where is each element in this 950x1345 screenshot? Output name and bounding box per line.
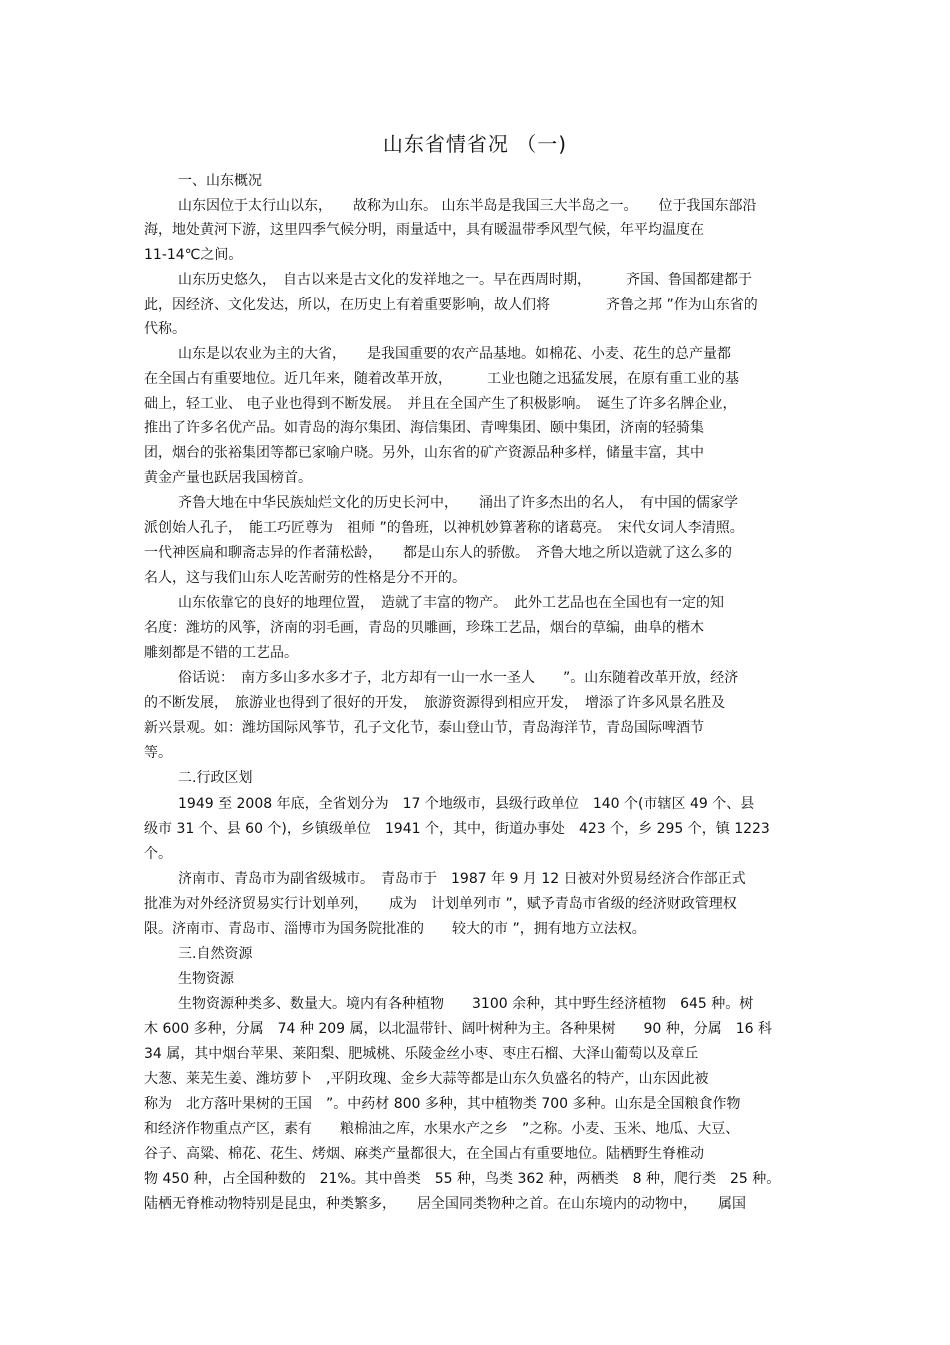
- paragraph-line: 代称。: [144, 321, 186, 337]
- paragraph-line: 限。济南市、青岛市、淄博市为国务院批准的 较大的市 ”，拥有地方立法权。: [144, 921, 646, 937]
- section-heading: 二.行政区划: [178, 770, 253, 786]
- paragraph-line: 俗话说： 南方多山多水多才子，北方却有一山一水一圣人 ”。山东随着改革开放，经济: [178, 670, 739, 686]
- paragraph-line: 济南市、青岛市为副省级城市。 青岛市于 1987 年 9 月 12 日被对外贸易经济合作部正式: [178, 871, 746, 887]
- paragraph-line: 陆栖无脊椎动物特别是昆虫，种类繁多， 居全国同类物种之首。在山东境内的动物中， 属国: [144, 1196, 746, 1212]
- paragraph-line: 山东因位于太行山以东， 故称为山东。 山东半岛是我国三大半岛之一。 位于我国东部沿: [178, 198, 757, 214]
- paragraph-line: 物 450 种，占全国种数的 21%。其中兽类 55 种，鸟类 362 种，两栖类 8 种，爬行类 25 种。: [144, 1171, 781, 1187]
- paragraph-line: 的不断发展， 旅游业也得到了很好的开发， 旅游资源得到相应开发， 增添了许多风景名胜及: [144, 695, 725, 711]
- paragraph-line: 名度：潍坊的风筝，济南的羽毛画，青岛的贝雕画，珍珠工艺品，烟台的草编，曲阜的楷木: [144, 620, 704, 636]
- subsection-heading: 生物资源: [178, 971, 234, 987]
- paragraph-line: 新兴景观。如：潍坊国际风筝节，孔子文化节，泰山登山节，青岛海洋节，青岛国际啤酒节: [144, 720, 704, 736]
- paragraph-line: 齐鲁大地在中华民族灿烂文化的历史长河中， 涌出了许多杰出的名人， 有中国的儒家学: [178, 495, 738, 511]
- paragraph-line: 山东历史悠久， 自古以来是古文化的发祥地之一。早在西周时期， 齐国、鲁国都建都于: [178, 272, 752, 288]
- paragraph-line: 推出了许多名优产品。如青岛的海尔集团、海信集团、青啤集团、颐中集团，济南的轻骑集: [144, 420, 704, 436]
- paragraph-line: 海，地处黄河下游，这里四季气候分明，雨量适中，具有暖温带季风型气候，年平均温度在: [144, 222, 704, 238]
- paragraph-line: 雕刻都是不错的工艺品。: [144, 645, 298, 661]
- page-title: 山东省情省况 （一): [382, 132, 568, 156]
- section-heading: 三.自然资源: [178, 946, 253, 962]
- paragraph-line: 在全国占有重要地位。近几年来，随着改革开放， 工业也随之迅猛发展，在原有重工业的基: [144, 371, 739, 387]
- paragraph-line: 批准为对外经济贸易实行计划单列， 成为 计划单列市 ”，赋予青岛市省级的经济财政管理权: [144, 896, 737, 912]
- paragraph-line: 黄金产量也跃居我国榜首。: [144, 470, 312, 486]
- paragraph-line: 和经济作物重点产区，素有 粮棉油之库，水果水产之乡 ”之称。小麦、玉米、地瓜、大豆、: [144, 1121, 740, 1137]
- paragraph-line: 称为 北方落叶果树的王国 ”。中药材 800 多种，其中植物类 700 多种。山东是全国粮食作物: [144, 1096, 741, 1112]
- paragraph-line: 山东是以农业为主的大省， 是我国重要的农产品基地。如棉花、小麦、花生的总产量都: [178, 346, 731, 362]
- paragraph-line: 34 属，其中烟台苹果、莱阳梨、肥城桃、乐陵金丝小枣、枣庄石榴、大泽山葡萄以及章丘: [144, 1046, 699, 1062]
- paragraph-line: 个。: [144, 846, 172, 862]
- paragraph-line: 名人，这与我们山东人吃苦耐劳的性格是分不开的。: [144, 570, 466, 586]
- section-heading: 一、山东概况: [178, 173, 262, 189]
- paragraph-line: 础上，轻工业、 电子业也得到不断发展。 并且在全国产生了积极影响。 诞生了许多名牌企业，: [144, 396, 737, 412]
- paragraph-line: 一代神医扁和聊斋志异的作者蒲松龄， 都是山东人的骄傲。 齐鲁大地之所以造就了这么多的: [144, 545, 732, 561]
- paragraph-line: 11-14℃之间。: [144, 247, 243, 263]
- paragraph-line: 木 600 多种，分属 74 种 209 属，以北温带针、阔叶树种为主。各种果树 90 种，分属 16 科: [144, 1021, 773, 1037]
- paragraph-line: 级市 31 个、县 60 个)，乡镇级单位 1941 个，其中，街道办事处 423 个，乡 295 个，镇 1223: [144, 821, 770, 837]
- paragraph-line: 1949 至 2008 年底，全省划分为 17 个地级市，县级行政单位 140 个(市辖区 49 个、县: [178, 796, 755, 812]
- paragraph-line: 等。: [144, 745, 172, 761]
- paragraph-line: 此，因经济、文化发达，所以，在历史上有着重要影响，故人们将 齐鲁之邦 ”作为山东省的: [144, 297, 758, 313]
- paragraph-line: 团，烟台的张裕集团等都已家喻户晓。另外，山东省的矿产资源品种多样，储量丰富，其中: [144, 445, 704, 461]
- paragraph-line: 谷子、高粱、棉花、花生、烤烟、麻类产量都很大，在全国占有重要地位。陆栖野生脊椎动: [144, 1146, 704, 1162]
- paragraph-line: 派创始人孔子， 能工巧匠尊为 祖师 ”的鲁班，以神机妙算著称的诸葛亮。 宋代女词人李清照。: [144, 520, 744, 536]
- paragraph-line: 大葱、莱芜生姜、潍坊萝卜 ,平阴玫瑰、金乡大蒜等都是山东久负盛名的特产，山东因此被: [144, 1071, 709, 1087]
- paragraph-line: 山东依靠它的良好的地理位置， 造就了丰富的物产。 此外工艺品也在全国也有一定的知: [178, 595, 724, 611]
- paragraph-line: 生物资源种类多、数量大。境内有各种植物 3100 余种，其中野生经济植物 645 种。树: [178, 996, 754, 1012]
